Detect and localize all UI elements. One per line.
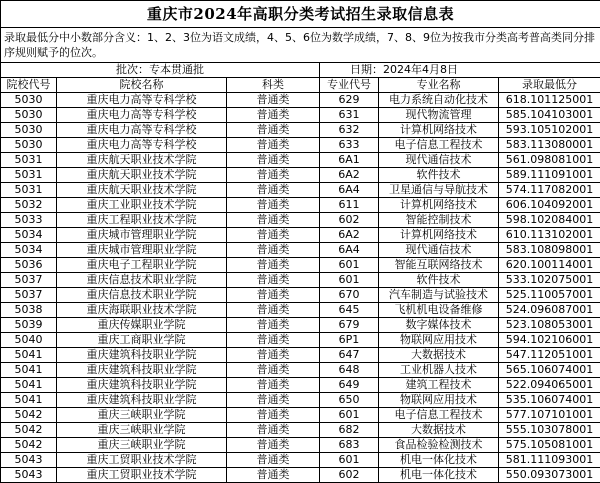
cell-min-score: 577.107101001 — [499, 408, 600, 423]
cell-major-code: 650 — [320, 393, 379, 408]
table-row — [1, 333, 600, 348]
table-row — [1, 258, 600, 273]
cell-major-name: 数字媒体技术 — [379, 318, 499, 333]
cell-school-name: 重庆城市管理职业学院 — [57, 243, 227, 258]
cell-school-code: 5041 — [1, 393, 57, 408]
cell-school-name: 重庆工贸职业技术学院 — [57, 468, 227, 483]
cell-min-score: 535.106074001 — [499, 393, 600, 408]
cell-major-code: 6A2 — [320, 168, 379, 183]
cell-school-code: 5034 — [1, 243, 57, 258]
cell-major-name: 建筑工程技术 — [379, 378, 499, 393]
cell-category: 普通类 — [227, 108, 320, 123]
cell-major-code: 6A4 — [320, 183, 379, 198]
table-row — [1, 108, 600, 123]
score-note: 录取最低分中小数部分含义：1、2、3位为语文成绩，4、5、6位为数学成绩，7、8、9位为按我市分类高考普高类同分排序规则赋予的位次。 — [1, 28, 600, 63]
cell-major-code: 6A4 — [320, 243, 379, 258]
cell-major-name: 现代通信技术 — [379, 243, 499, 258]
cell-major-name: 物联网应用技术 — [379, 333, 499, 348]
col-header-school-name: 院校名称 — [57, 78, 227, 93]
table-row — [1, 453, 600, 468]
table-row — [1, 138, 600, 153]
cell-major-name: 计算机网络技术 — [379, 198, 499, 213]
cell-major-code: 601 — [320, 258, 379, 273]
cell-category: 普通类 — [227, 348, 320, 363]
cell-min-score: 620.100114001 — [499, 258, 600, 273]
table-row — [1, 168, 600, 183]
cell-category: 普通类 — [227, 213, 320, 228]
cell-major-name: 智能互联网络技术 — [379, 258, 499, 273]
cell-major-code: 601 — [320, 453, 379, 468]
cell-major-code: 6A2 — [320, 228, 379, 243]
cell-min-score: 525.110057001 — [499, 288, 600, 303]
cell-major-name: 智能控制技术 — [379, 213, 499, 228]
cell-school-code: 5042 — [1, 408, 57, 423]
cell-school-code: 5039 — [1, 318, 57, 333]
table-row — [1, 273, 600, 288]
cell-category: 普通类 — [227, 333, 320, 348]
cell-category: 普通类 — [227, 243, 320, 258]
table-row — [1, 363, 600, 378]
cell-min-score: 575.105081001 — [499, 438, 600, 453]
cell-major-name: 现代通信技术 — [379, 153, 499, 168]
cell-min-score: 589.111091001 — [499, 168, 600, 183]
cell-school-name: 重庆航天职业技术学院 — [57, 183, 227, 198]
cell-school-name: 重庆建筑科技职业学院 — [57, 378, 227, 393]
cell-min-score: 585.104103001 — [499, 108, 600, 123]
table-row — [1, 288, 600, 303]
cell-category: 普通类 — [227, 468, 320, 483]
table-row — [1, 93, 600, 108]
cell-min-score: 574.117082001 — [499, 183, 600, 198]
cell-school-code: 5042 — [1, 438, 57, 453]
cell-school-code: 5033 — [1, 213, 57, 228]
cell-major-name: 物联网应用技术 — [379, 393, 499, 408]
cell-school-name: 重庆航天职业技术学院 — [57, 168, 227, 183]
cell-category: 普通类 — [227, 363, 320, 378]
cell-min-score: 523.108053001 — [499, 318, 600, 333]
table-row — [1, 153, 600, 168]
cell-min-score: 606.104092001 — [499, 198, 600, 213]
cell-category: 普通类 — [227, 453, 320, 468]
cell-category: 普通类 — [227, 393, 320, 408]
cell-category: 普通类 — [227, 123, 320, 138]
cell-school-code: 5041 — [1, 363, 57, 378]
cell-min-score: 555.103078001 — [499, 423, 600, 438]
table-row — [1, 468, 600, 483]
cell-major-name: 食品检验检测技术 — [379, 438, 499, 453]
cell-min-score: 610.113102001 — [499, 228, 600, 243]
cell-school-code: 5031 — [1, 153, 57, 168]
cell-category: 普通类 — [227, 198, 320, 213]
cell-school-code: 5038 — [1, 303, 57, 318]
cell-min-score: 583.113080001 — [499, 138, 600, 153]
cell-major-name: 大数据技术 — [379, 348, 499, 363]
cell-school-code: 5030 — [1, 138, 57, 153]
table-row — [1, 303, 600, 318]
cell-major-name: 卫星通信与导航技术 — [379, 183, 499, 198]
cell-min-score: 524.096087001 — [499, 303, 600, 318]
cell-school-name: 重庆工贸职业技术学院 — [57, 453, 227, 468]
table-row — [1, 123, 600, 138]
cell-min-score: 547.112051001 — [499, 348, 600, 363]
cell-school-name: 重庆工程职业技术学院 — [57, 213, 227, 228]
cell-major-name: 机电一体化技术 — [379, 453, 499, 468]
cell-category: 普通类 — [227, 318, 320, 333]
cell-major-name: 电力系统自动化技术 — [379, 93, 499, 108]
table-row — [1, 393, 600, 408]
cell-major-name: 电子信息工程技术 — [379, 138, 499, 153]
cell-major-code: 649 — [320, 378, 379, 393]
col-header-major-name: 专业名称 — [379, 78, 499, 93]
cell-school-name: 重庆建筑科技职业学院 — [57, 348, 227, 363]
cell-school-code: 5041 — [1, 348, 57, 363]
cell-major-code: 6P1 — [320, 333, 379, 348]
cell-category: 普通类 — [227, 228, 320, 243]
table-row — [1, 228, 600, 243]
cell-major-code: 629 — [320, 93, 379, 108]
cell-category: 普通类 — [227, 438, 320, 453]
cell-min-score: 533.102075001 — [499, 273, 600, 288]
cell-school-code: 5043 — [1, 453, 57, 468]
cell-major-name: 软件技术 — [379, 168, 499, 183]
cell-school-name: 重庆传媒职业学院 — [57, 318, 227, 333]
table-row — [1, 438, 600, 453]
cell-min-score: 593.105102001 — [499, 123, 600, 138]
cell-school-code: 5030 — [1, 108, 57, 123]
cell-school-name: 重庆信息技术职业学院 — [57, 288, 227, 303]
cell-school-code: 5037 — [1, 288, 57, 303]
cell-school-name: 重庆三峡职业学院 — [57, 408, 227, 423]
cell-category: 普通类 — [227, 273, 320, 288]
cell-school-name: 重庆三峡职业学院 — [57, 423, 227, 438]
cell-school-name: 重庆航天职业技术学院 — [57, 153, 227, 168]
cell-major-code: 602 — [320, 213, 379, 228]
cell-school-code: 5042 — [1, 423, 57, 438]
cell-major-name: 汽车制造与试验技术 — [379, 288, 499, 303]
cell-major-name: 计算机网络技术 — [379, 123, 499, 138]
cell-school-code: 5032 — [1, 198, 57, 213]
cell-major-code: 633 — [320, 138, 379, 153]
batch-label: 批次：专本贯通批 — [1, 63, 320, 78]
cell-category: 普通类 — [227, 378, 320, 393]
cell-category: 普通类 — [227, 423, 320, 438]
cell-major-name: 电子信息工程技术 — [379, 408, 499, 423]
table-row — [1, 378, 600, 393]
cell-school-name: 重庆城市管理职业学院 — [57, 228, 227, 243]
cell-school-name: 重庆工商职业学院 — [57, 333, 227, 348]
cell-category: 普通类 — [227, 138, 320, 153]
table-row — [1, 243, 600, 258]
cell-major-code: 601 — [320, 273, 379, 288]
cell-school-name: 重庆电力高等专科学校 — [57, 123, 227, 138]
cell-school-name: 重庆电力高等专科学校 — [57, 93, 227, 108]
cell-major-code: 683 — [320, 438, 379, 453]
cell-major-name: 软件技术 — [379, 273, 499, 288]
cell-min-score: 598.102084001 — [499, 213, 600, 228]
header-row — [1, 78, 600, 93]
cell-min-score: 594.102106001 — [499, 333, 600, 348]
cell-min-score: 550.093073001 — [499, 468, 600, 483]
col-header-min-score: 录取最低分 — [499, 78, 600, 93]
cell-category: 普通类 — [227, 258, 320, 273]
date-label: 日期：2024年4月8日 — [320, 63, 600, 78]
cell-category: 普通类 — [227, 288, 320, 303]
cell-min-score: 565.106074001 — [499, 363, 600, 378]
cell-min-score: 583.108098001 — [499, 243, 600, 258]
cell-school-name: 重庆三峡职业学院 — [57, 438, 227, 453]
cell-category: 普通类 — [227, 153, 320, 168]
cell-category: 普通类 — [227, 93, 320, 108]
cell-school-code: 5034 — [1, 228, 57, 243]
table-row — [1, 318, 600, 333]
cell-major-code: 611 — [320, 198, 379, 213]
cell-school-name: 重庆信息技术职业学院 — [57, 273, 227, 288]
cell-school-name: 重庆建筑科技职业学院 — [57, 393, 227, 408]
page-title: 重庆市2024年高职分类考试招生录取信息表 — [1, 1, 600, 28]
cell-major-code: 601 — [320, 408, 379, 423]
table-row — [1, 183, 600, 198]
cell-category: 普通类 — [227, 168, 320, 183]
cell-major-name: 计算机网络技术 — [379, 228, 499, 243]
cell-school-code: 5030 — [1, 93, 57, 108]
col-header-school-code: 院校代号 — [1, 78, 57, 93]
cell-category: 普通类 — [227, 183, 320, 198]
cell-major-code: 648 — [320, 363, 379, 378]
table-row — [1, 423, 600, 438]
cell-major-name: 飞机机电设备维修 — [379, 303, 499, 318]
cell-school-code: 5036 — [1, 258, 57, 273]
table-row — [1, 213, 600, 228]
table-row — [1, 408, 600, 423]
cell-major-code: 670 — [320, 288, 379, 303]
cell-major-code: 682 — [320, 423, 379, 438]
cell-min-score: 522.094065001 — [499, 378, 600, 393]
table-row — [1, 348, 600, 363]
cell-school-name: 重庆电力高等专科学校 — [57, 108, 227, 123]
cell-school-name: 重庆工业职业技术学院 — [57, 198, 227, 213]
cell-school-name: 重庆海联职业技术学院 — [57, 303, 227, 318]
cell-school-name: 重庆建筑科技职业学院 — [57, 363, 227, 378]
cell-major-code: 6A1 — [320, 153, 379, 168]
cell-major-code: 631 — [320, 108, 379, 123]
cell-school-code: 5041 — [1, 378, 57, 393]
cell-school-code: 5040 — [1, 333, 57, 348]
cell-major-name: 大数据技术 — [379, 423, 499, 438]
cell-major-code: 632 — [320, 123, 379, 138]
cell-school-code: 5043 — [1, 468, 57, 483]
cell-major-code: 679 — [320, 318, 379, 333]
table-row — [1, 198, 600, 213]
cell-major-code: 602 — [320, 468, 379, 483]
col-header-category: 科类 — [227, 78, 320, 93]
cell-school-name: 重庆电子工程职业学院 — [57, 258, 227, 273]
col-header-major-code: 专业代号 — [320, 78, 379, 93]
cell-major-name: 机电一体化技术 — [379, 468, 499, 483]
cell-school-code: 5030 — [1, 123, 57, 138]
cell-school-code: 5031 — [1, 183, 57, 198]
cell-min-score: 561.098081001 — [499, 153, 600, 168]
cell-major-name: 工业机器人技术 — [379, 363, 499, 378]
cell-min-score: 618.101125001 — [499, 93, 600, 108]
cell-category: 普通类 — [227, 408, 320, 423]
cell-major-code: 645 — [320, 303, 379, 318]
cell-school-code: 5037 — [1, 273, 57, 288]
cell-major-name: 现代物流管理 — [379, 108, 499, 123]
cell-min-score: 581.111093001 — [499, 453, 600, 468]
cell-school-code: 5031 — [1, 168, 57, 183]
cell-category: 普通类 — [227, 303, 320, 318]
cell-major-code: 647 — [320, 348, 379, 363]
cell-school-name: 重庆电力高等专科学校 — [57, 138, 227, 153]
